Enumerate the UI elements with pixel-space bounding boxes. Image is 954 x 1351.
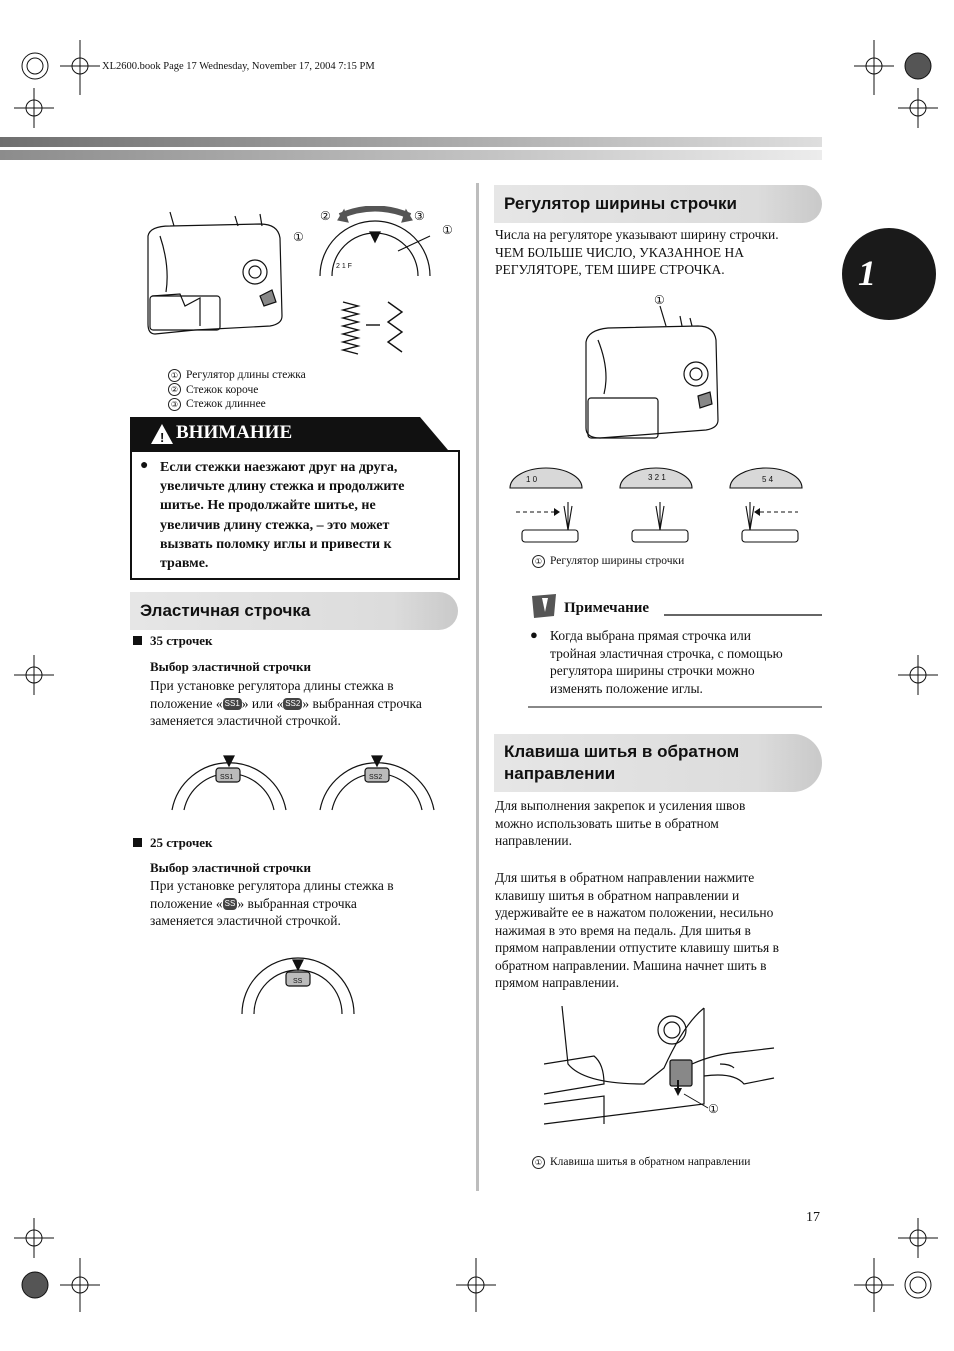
section-width-title: Регулятор ширины строчки	[504, 194, 737, 213]
s35-subheading: Выбор эластичной строчки	[150, 659, 312, 674]
ss2-badge: SS2	[285, 699, 301, 709]
svg-text:5 4: 5 4	[762, 475, 774, 484]
width-callout: ①	[654, 293, 665, 307]
s25-subheading: Выбор эластичной строчки	[150, 860, 312, 875]
section-reverse-title: Клавиша шитья в обратном направлении	[504, 742, 740, 783]
warning-title: ВНИМАНИЕ	[176, 422, 293, 443]
note-rule-bottom	[528, 706, 822, 708]
header-bar-top	[0, 137, 822, 147]
figure1-legend	[168, 368, 306, 412]
callout-1b: ①	[442, 223, 453, 237]
chapter-tab	[842, 228, 936, 320]
callout-2: ②	[320, 209, 331, 223]
legend-item: ③ Стежок длиннее	[168, 397, 306, 412]
note-rule-top	[664, 614, 822, 616]
svg-text:SS: SS	[293, 978, 303, 985]
note-text: Когда выбрана прямая строчка или тройная эластичная строчка, с помощью регулятора ширины строчки можно изменять положение иглы.	[550, 628, 783, 696]
ss-dial-figure	[240, 952, 356, 1016]
ss1-badge: SS1	[224, 699, 240, 709]
svg-text:SS1: SS1	[220, 774, 234, 781]
note-title: Примечание	[564, 600, 650, 616]
s35-text: При установке регулятора длины стежка в положение « SS1 » или « SS2 » выбранная строчка заменяется эластичной строчкой.	[150, 678, 422, 728]
column-divider	[476, 183, 479, 1191]
s35-heading: 35 строчек	[150, 633, 213, 648]
reverse-button-figure	[544, 1004, 784, 1144]
section-elastic-title: Эластичная строчка	[140, 601, 311, 620]
callout-1a: ①	[293, 230, 304, 244]
width-machine-figure	[580, 300, 720, 450]
header-bar-bottom	[0, 150, 822, 160]
ss-dials-figure	[168, 748, 438, 812]
legend-item: ① Регулятор длины стежка	[168, 368, 306, 383]
section-width-header	[494, 185, 822, 223]
chapter-number: 1	[858, 253, 876, 293]
width-dials-figure	[508, 462, 808, 546]
note-bullet: ●	[530, 627, 538, 642]
reverse-para2: Для шитья в обратном направлении нажмите клавишу шитья в обратном направлении и удерживайте ее в нажатом положении, несильно нажимая в это время на педаль. Для шитья в прямом направлении отпустите клавишу шитья в обратном направлении. Машина начнет шить в прямом направлении.	[495, 870, 779, 990]
width-legend: ① Регулятор ширины строчки	[532, 555, 684, 568]
warning-text: Если стежки наезжают друг на друга, увеличьте длину стежка и продолжите шитье. Не продолжайте шитье, не увеличив длину стежка, – это может вызвать поломку иглы и привести к травме.	[160, 460, 405, 572]
warning-bullet: ●	[140, 458, 149, 473]
ss-badge: SS	[224, 899, 236, 909]
s25-text: При установке регулятора длины стежка в положение « SS » выбранная строчка заменяется эластичной строчкой.	[150, 878, 394, 928]
legend-item: ② Стежок короче	[168, 383, 306, 398]
svg-text:SS2: SS2	[369, 774, 383, 781]
svg-text:1 0: 1 0	[526, 475, 538, 484]
svg-text:2 1 F: 2 1 F	[336, 263, 352, 270]
square-bullet	[133, 636, 142, 645]
width-text: Числа на регуляторе указывают ширину строчки. ЧЕМ БОЛЬШЕ ЧИСЛО, УКАЗАННОЕ НА РЕГУЛЯТОРЕ, ТЕМ ШИРЕ СТРОЧКА.	[495, 227, 779, 277]
section-elastic-header	[130, 592, 458, 630]
page-number: 17	[806, 1210, 820, 1225]
note-icon	[528, 592, 560, 620]
s25-heading: 25 строчек	[150, 835, 213, 850]
section-reverse-header	[494, 734, 822, 792]
file-info: XL2600.book Page 17 Wednesday, November 17, 2004 7:15 PM	[102, 61, 375, 72]
reverse-callout: ①	[708, 1102, 719, 1116]
svg-text:!: !	[160, 430, 165, 445]
square-bullet	[133, 838, 142, 847]
callout-3: ③	[414, 209, 425, 223]
reverse-para1: Для выполнения закрепок и усиления швов можно использовать шитье в обратном направлении.	[495, 798, 746, 848]
reverse-legend: ① Клавиша шитья в обратном направлении	[532, 1156, 750, 1169]
svg-text:3 2 1: 3 2 1	[648, 473, 666, 482]
